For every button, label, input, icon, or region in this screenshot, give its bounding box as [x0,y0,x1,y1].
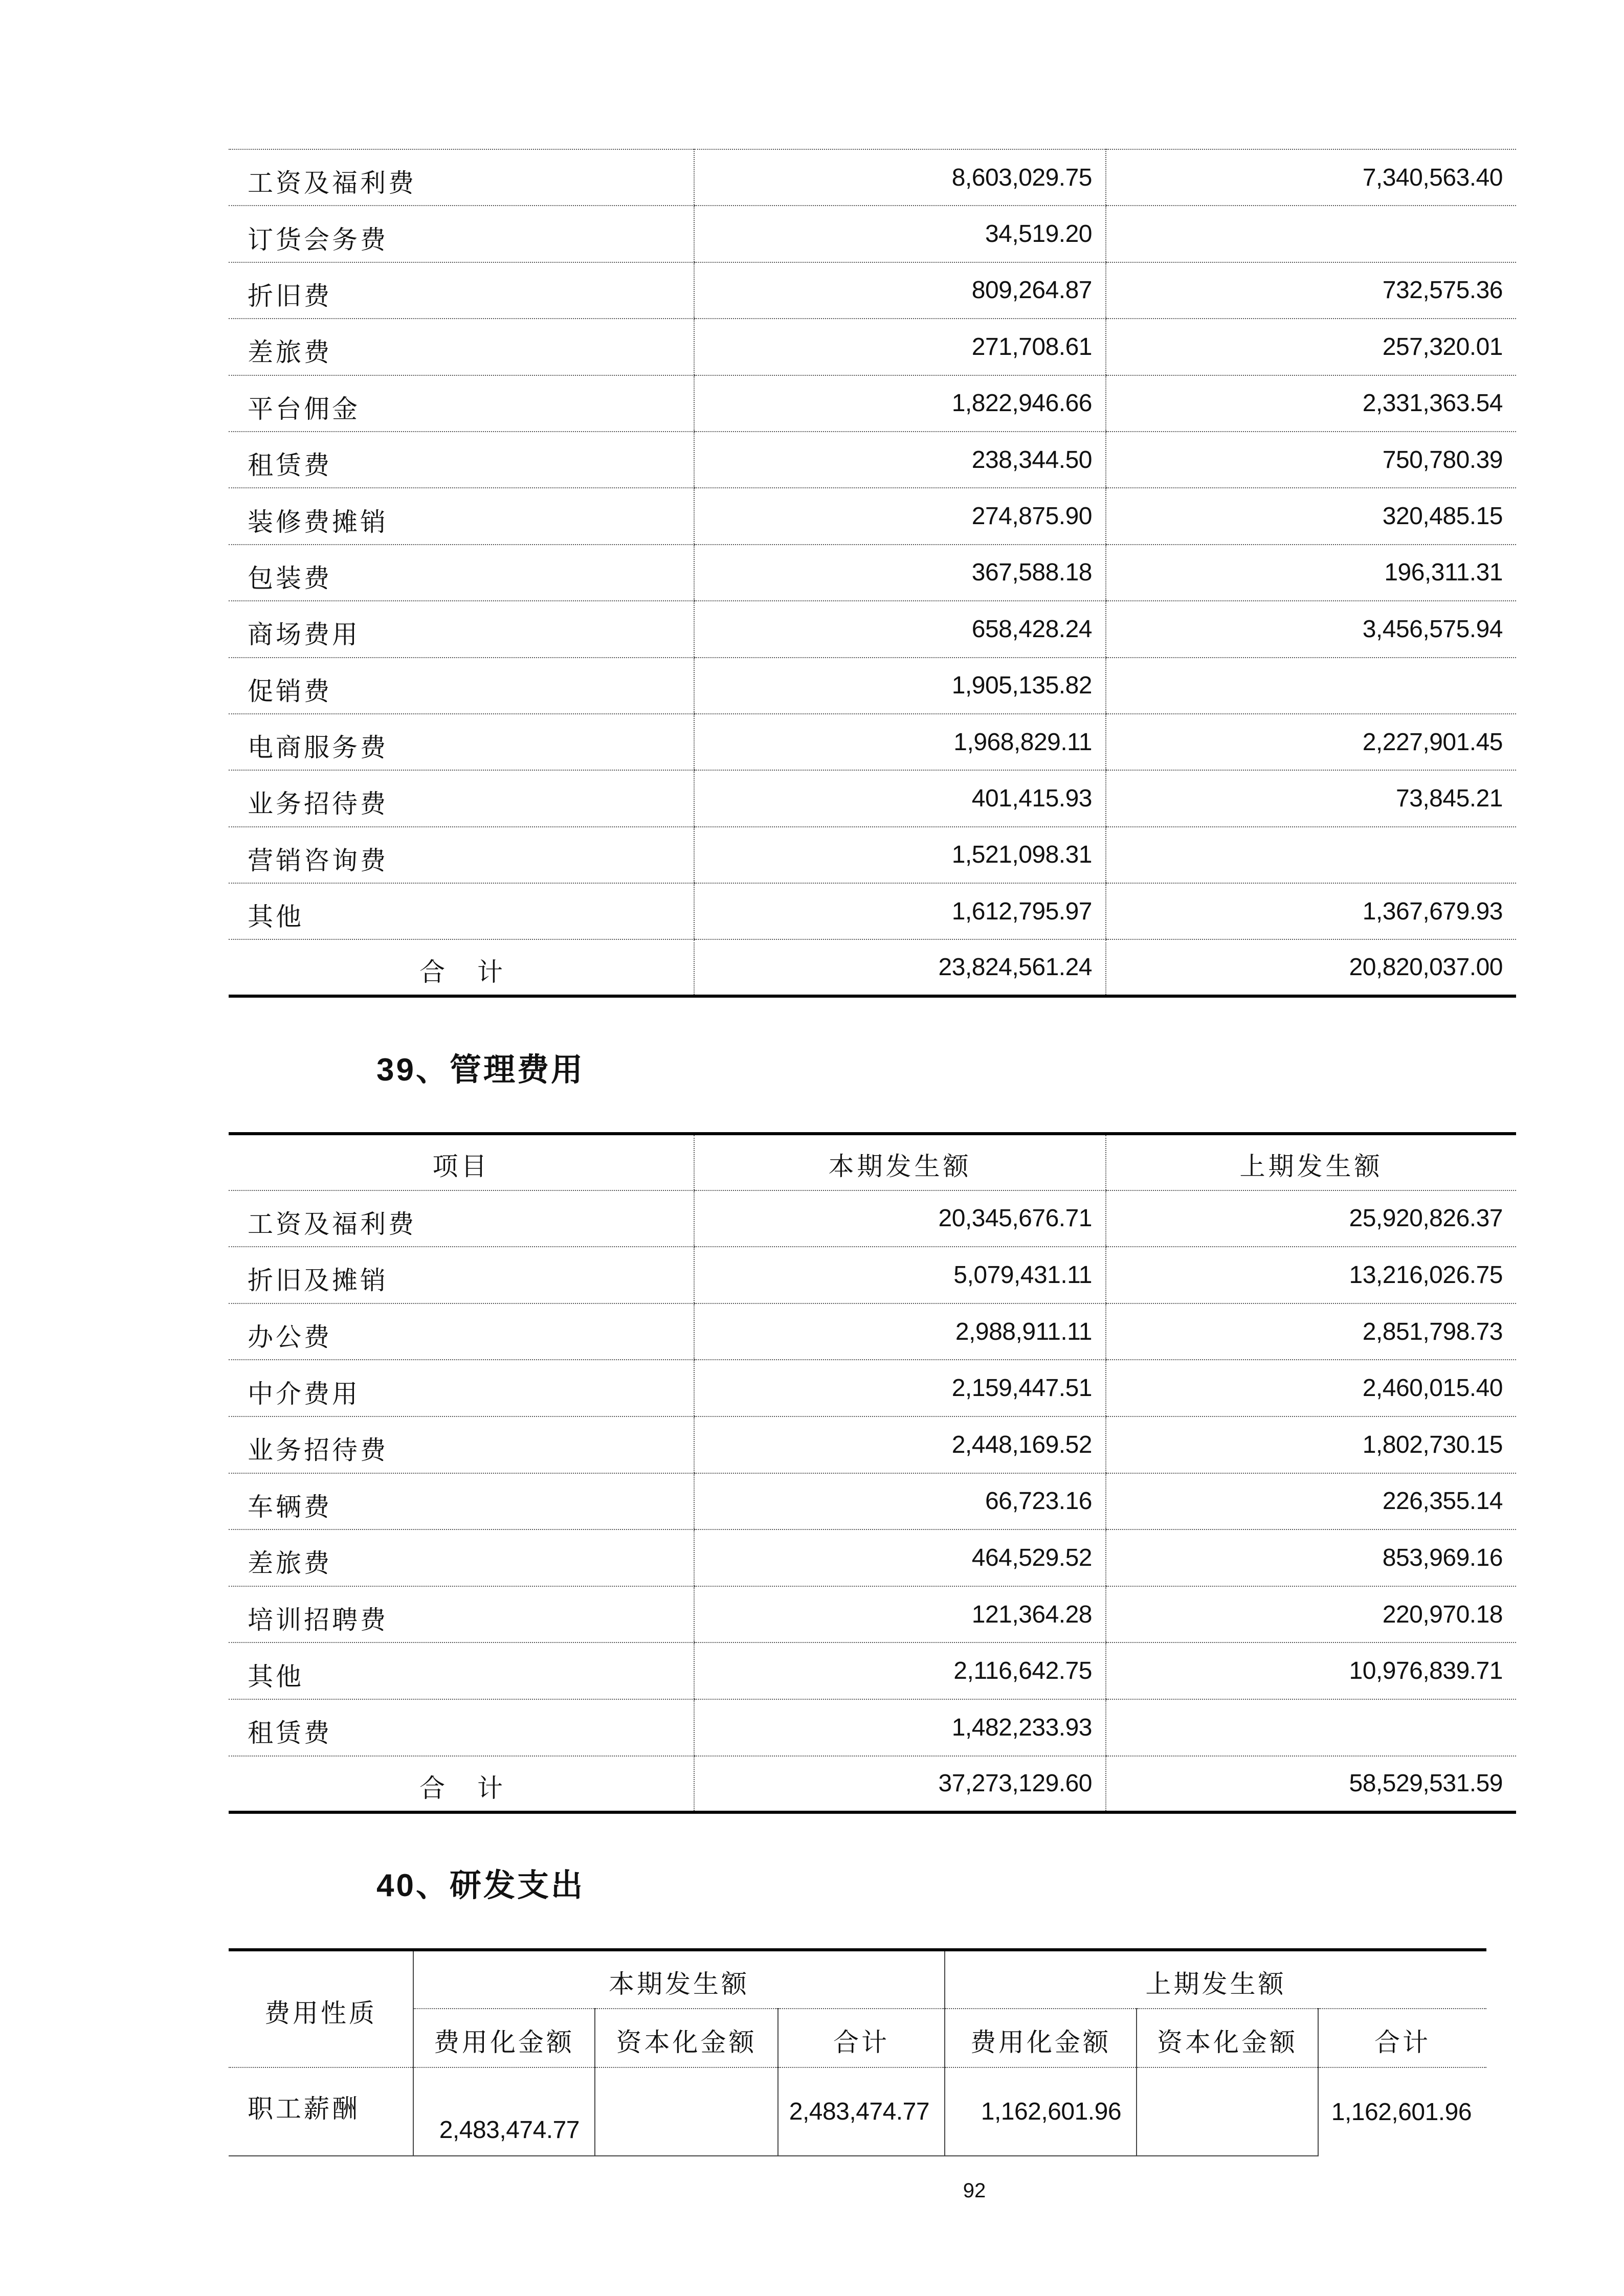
total-label: 合 计 [229,939,694,996]
table-subheader-row [229,2009,1486,2067]
header-previous-capitalized: 资本化金额 [1137,2009,1318,2067]
table-row [229,1247,1516,1303]
previous-amount-cell: 3,456,575.94 [1106,601,1516,657]
header-current-expensed: 费用化金额 [413,2009,595,2067]
table-row [229,1303,1516,1360]
current-amount-cell: 1,612,795.97 [694,883,1106,939]
previous-amount-cell: 10,976,839.71 [1106,1642,1516,1699]
previous-capitalized-cell [1137,2067,1318,2156]
header-previous-period: 上期发生额 [945,1950,1486,2009]
total-current-amount: 37,273,129.60 [694,1756,1106,1813]
current-amount-cell: 66,723.16 [694,1473,1106,1530]
previous-amount-cell: 732,575.36 [1106,262,1516,319]
previous-amount-cell: 196,311.31 [1106,545,1516,601]
previous-amount-cell [1106,827,1516,883]
item-cell: 其他 [229,883,694,939]
previous-amount-cell: 2,851,798.73 [1106,1303,1516,1360]
table-row [229,1360,1516,1416]
current-amount-cell: 1,822,946.66 [694,375,1106,432]
header-current-total: 合计 [778,2009,945,2067]
header-previous-total: 合计 [1318,2009,1486,2067]
previous-amount-cell: 257,320.01 [1106,319,1516,375]
item-cell: 车辆费 [229,1473,694,1530]
current-capitalized-cell [595,2067,778,2156]
item-cell: 差旅费 [229,1529,694,1586]
header-current-capitalized: 资本化金额 [595,2009,778,2067]
current-amount-cell: 367,588.18 [694,545,1106,601]
previous-amount-cell: 2,460,015.40 [1106,1360,1516,1416]
current-amount-cell: 1,482,233.93 [694,1699,1106,1756]
current-amount-cell: 1,968,829.11 [694,714,1106,770]
table-row [229,149,1516,206]
current-amount-cell: 2,159,447.51 [694,1360,1106,1416]
previous-amount-cell: 320,485.15 [1106,488,1516,544]
total-label: 合 计 [229,1756,694,1813]
total-current-amount: 23,824,561.24 [694,939,1106,996]
item-cell: 电商服务费 [229,714,694,770]
table-row [229,1529,1516,1586]
previous-amount-cell: 750,780.39 [1106,432,1516,488]
table-row [229,1699,1516,1756]
total-row [229,1756,1516,1813]
current-amount-cell: 121,364.28 [694,1586,1106,1643]
item-cell: 折旧费 [229,262,694,319]
current-amount-cell: 238,344.50 [694,432,1106,488]
total-previous-amount: 58,529,531.59 [1106,1756,1516,1813]
item-cell: 促销费 [229,658,694,714]
item-cell: 包装费 [229,545,694,601]
current-amount-cell: 271,708.61 [694,319,1106,375]
page-number: 92 [963,2179,986,2202]
previous-amount-cell: 1,802,730.15 [1106,1416,1516,1473]
section-heading-management-expenses: 39、管理费用 [376,1052,585,1088]
table-row [229,319,1516,375]
table-row [229,1586,1516,1643]
header-previous-period: 上期发生额 [1106,1134,1516,1190]
section-heading-rd-expenditure: 40、研发支出 [376,1868,585,1903]
table-row [229,432,1516,488]
previous-amount-cell: 2,227,901.45 [1106,714,1516,770]
table-row [229,714,1516,770]
item-cell: 业务招待费 [229,1416,694,1473]
header-item: 项目 [229,1134,694,1190]
current-amount-cell: 20,345,676.71 [694,1190,1106,1247]
item-cell: 职工薪酬 [229,2067,413,2156]
table-row [229,658,1516,714]
previous-amount-cell: 853,969.16 [1106,1529,1516,1586]
previous-amount-cell [1106,658,1516,714]
current-amount-cell: 1,905,135.82 [694,658,1106,714]
item-cell: 租赁费 [229,432,694,488]
table-header-row [229,1134,1516,1190]
item-cell: 折旧及摊销 [229,1247,694,1303]
previous-amount-cell: 25,920,826.37 [1106,1190,1516,1247]
previous-amount-cell: 226,355.14 [1106,1473,1516,1530]
table-row [229,827,1516,883]
previous-amount-cell [1106,1699,1516,1756]
item-cell: 工资及福利费 [229,149,694,206]
item-cell: 装修费摊销 [229,488,694,544]
current-amount-cell: 274,875.90 [694,488,1106,544]
current-amount-cell: 8,603,029.75 [694,149,1106,206]
total-row [229,939,1516,996]
table-row [229,883,1516,939]
header-current-period: 本期发生额 [694,1134,1106,1190]
table-row [229,601,1516,657]
management-expenses-table [229,1132,1516,1814]
table-row [229,375,1516,432]
current-amount-cell: 809,264.87 [694,262,1106,319]
previous-amount-cell: 73,845.21 [1106,770,1516,826]
header-current-period: 本期发生额 [413,1950,945,2009]
table-row [229,262,1516,319]
current-amount-cell: 464,529.52 [694,1529,1106,1586]
current-amount-cell: 5,079,431.11 [694,1247,1106,1303]
item-cell: 业务招待费 [229,770,694,826]
header-expense-nature: 费用性质 [229,1950,413,2067]
table-row [229,1473,1516,1530]
previous-expensed-cell: 1,162,601.96 [945,2067,1137,2156]
table-row [229,770,1516,826]
previous-amount-cell: 2,331,363.54 [1106,375,1516,432]
item-cell: 租赁费 [229,1699,694,1756]
item-cell: 营销咨询费 [229,827,694,883]
current-amount-cell: 401,415.93 [694,770,1106,826]
item-cell: 工资及福利费 [229,1190,694,1247]
table-row [229,1190,1516,1247]
table-row [229,1416,1516,1473]
table-row [229,1642,1516,1699]
current-expensed-cell: 2,483,474.77 [413,2067,595,2156]
total-previous-amount: 20,820,037.00 [1106,939,1516,996]
item-cell: 差旅费 [229,319,694,375]
expense-table-continued [229,149,1516,998]
current-amount-cell: 2,988,911.11 [694,1303,1106,1360]
rd-expenditure-table [229,1948,1486,2156]
table-header-row [229,1950,1486,2009]
table-row [229,206,1516,262]
current-total-cell: 2,483,474.77 [778,2067,945,2156]
item-cell: 其他 [229,1642,694,1699]
item-cell: 培训招聘费 [229,1586,694,1643]
current-amount-cell: 658,428.24 [694,601,1106,657]
previous-amount-cell: 13,216,026.75 [1106,1247,1516,1303]
item-cell: 订货会务费 [229,206,694,262]
previous-amount-cell [1106,206,1516,262]
previous-amount-cell: 1,367,679.93 [1106,883,1516,939]
previous-amount-cell: 7,340,563.40 [1106,149,1516,206]
previous-total-cell: 1,162,601.96 [1318,2067,1486,2156]
table-row [229,488,1516,544]
item-cell: 中介费用 [229,1360,694,1416]
table-row [229,2067,1486,2156]
current-amount-cell: 2,448,169.52 [694,1416,1106,1473]
previous-amount-cell: 220,970.18 [1106,1586,1516,1643]
table-row [229,545,1516,601]
header-previous-expensed: 费用化金额 [945,2009,1137,2067]
current-amount-cell: 1,521,098.31 [694,827,1106,883]
item-cell: 办公费 [229,1303,694,1360]
item-cell: 商场费用 [229,601,694,657]
current-amount-cell: 2,116,642.75 [694,1642,1106,1699]
item-cell: 平台佣金 [229,375,694,432]
current-amount-cell: 34,519.20 [694,206,1106,262]
